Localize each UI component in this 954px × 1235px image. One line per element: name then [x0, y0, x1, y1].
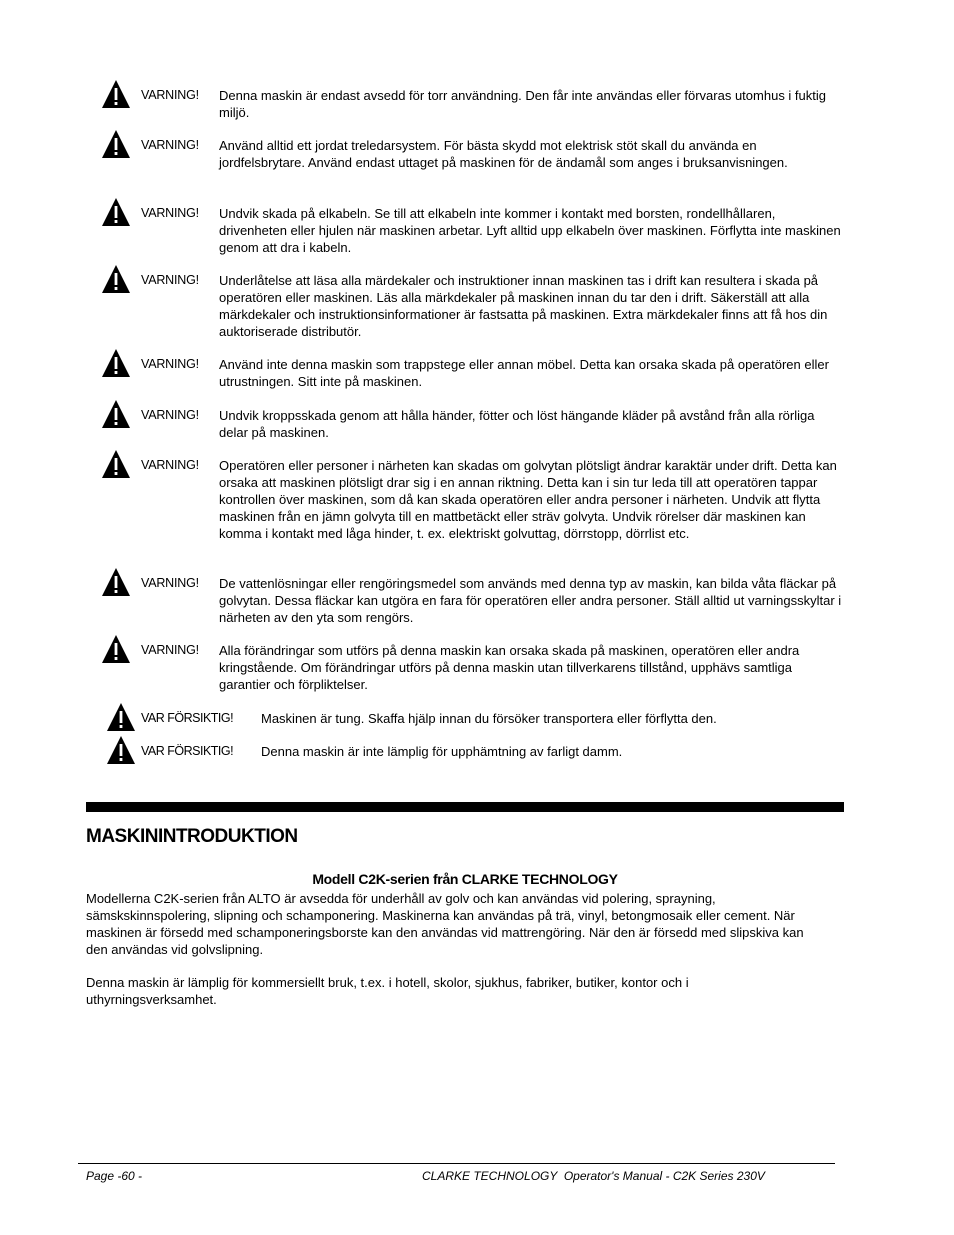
warning-label: VARNING! [141, 357, 199, 371]
footer-rule [78, 1163, 835, 1164]
warning-text: Använd inte denna maskin som trappstege eller annan möbel. Detta kan orsaka skada på operatören eller utrustningen. Sitt inte på maskinen. [219, 357, 829, 389]
warning-text: Operatören eller personer i närheten kan skadas om golvytan plötsligt ändrar karaktär under drift. Detta kan orsaka att maskinen plötsligt drar sig i en annan riktning. Detta kan i sin tur leda till att operatören tappar kontrollen över maskinen, som då kan skada operatören eller andra personer i närheten. Undvik att flytta maskinen från en jämn golvyta till en mattbetäckt eller sträv golvyta. Undvik rörelser där maskinen kan komma i kontakt med låga hinder, t. ex. elektriskt golvuttag, dörrstopp, dörrlist etc. [219, 458, 837, 541]
warning-label: VARNING! [141, 458, 199, 472]
warning-triangle-icon [100, 129, 132, 159]
warning-triangle-icon [100, 634, 132, 664]
warning-text: Använd alltid ett jordat treledarsystem. För bästa skydd mot elektrisk stöt skall du använda en jordfelsbrytare. Använd endast uttaget på maskinen för de ändamål som anges i bruksanvisningen. [219, 138, 788, 170]
caution-text: Denna maskin är inte lämplig för upphämtning av farligt damm. [261, 744, 623, 759]
warning-label: VARNING! [141, 88, 199, 102]
warning-label: VARNING! [141, 643, 199, 657]
warning-triangle-icon [105, 735, 137, 765]
section-subtitle-text: Modell C2K-serien från CLARKE TECHNOLOGY [312, 871, 618, 887]
warning-text: Denna maskin är endast avsedd för torr användning. Den får inte användas eller förvaras utomhus i fuktig miljö. [219, 88, 827, 120]
page-number: Page -60 - [86, 1169, 143, 1183]
caution-label: VAR FÖRSIKTIG! [141, 711, 234, 725]
intro-paragraph: Modellerna C2K-serien från ALTO är avsedda för underhåll av golv och kan användas vid polering, sprayning, sämskskinnspolering, slipning och schamponering. Maskinerna kan användas på trä, vinyl, betongmosaik eller cement. När maskinen är försedd med schamponeringsborste kan den användas vid mattrengöring. När den är försedd med slipskiva kan den användas vid golvslipning. [86, 891, 804, 957]
section-subtitle [0, 871, 954, 887]
warning-label: VARNING! [141, 138, 199, 152]
warning-triangle-icon [100, 79, 132, 109]
warning-triangle-icon [100, 567, 132, 597]
warning-triangle-icon [100, 348, 132, 378]
warning-text: De vattenlösningar eller rengöringsmedel som används med denna typ av maskin, kan bilda våta fläckar på golvytan. Dessa fläckar kan utgöra en fara för operatören eller andra personer. Ställ alltid ut varningsskyltar i närheten av den yta som rengörs. [219, 576, 842, 625]
section-divider [86, 802, 844, 812]
usage-paragraph: Denna maskin är lämplig för kommersiellt bruk, t.ex. i hotell, skolor, sjukhus, fabriker, butiker, kontor och i uthyrningsverksamhet. [86, 975, 689, 1007]
warning-label: VARNING! [141, 408, 199, 422]
warning-label: VARNING! [141, 576, 199, 590]
warning-text: Alla förändringar som utförs på denna maskin kan orsaka skada på maskinen, operatören eller andra kringstående. Om förändringar utförs på denna maskin utan tillverkarens tillstånd, upphävs samtliga garantier och förpliktelser. [219, 643, 800, 692]
warning-triangle-icon [100, 264, 132, 294]
section-title: MASKININTRODUKTION [86, 826, 298, 847]
warning-triangle-icon [100, 449, 132, 479]
warning-triangle-icon [100, 197, 132, 227]
warning-text: Undvik kroppsskada genom att hålla händer, fötter och löst hängande kläder på avstånd från alla rörliga delar på maskinen. [219, 408, 815, 440]
warning-text: Underlåtelse att läsa alla märdekaler och instruktioner innan maskinen tas i drift kan resultera i skada på operatören eller maskinen. Läs alla märkdekaler på maskinen innan du tar den i drift. Säkerställ att alla märkdekaler och instruktionsinformationer är fastsatta på maskinen. Extra märkdekaler finns att få hos din auktoriserade distributör. [219, 273, 828, 339]
warning-label: VARNING! [141, 273, 199, 287]
warning-triangle-icon [105, 702, 137, 732]
warning-label: VARNING! [141, 206, 199, 220]
warning-triangle-icon [100, 399, 132, 429]
caution-text: Maskinen är tung. Skaffa hjälp innan du försöker transportera eller förflytta den. [261, 711, 717, 726]
caution-label: VAR FÖRSIKTIG! [141, 744, 234, 758]
manual-title: CLARKE TECHNOLOGY Operator's Manual - C2K Series 230V [422, 1169, 765, 1183]
warning-text: Undvik skada på elkabeln. Se till att elkabeln inte kommer i kontakt med borsten, rondellhållaren, drivenheten eller hjulen när maskinen arbetar. Lyft alltid upp elkabeln över maskinen. Förflytta inte maskinen genom att dra i kabeln. [219, 206, 841, 255]
